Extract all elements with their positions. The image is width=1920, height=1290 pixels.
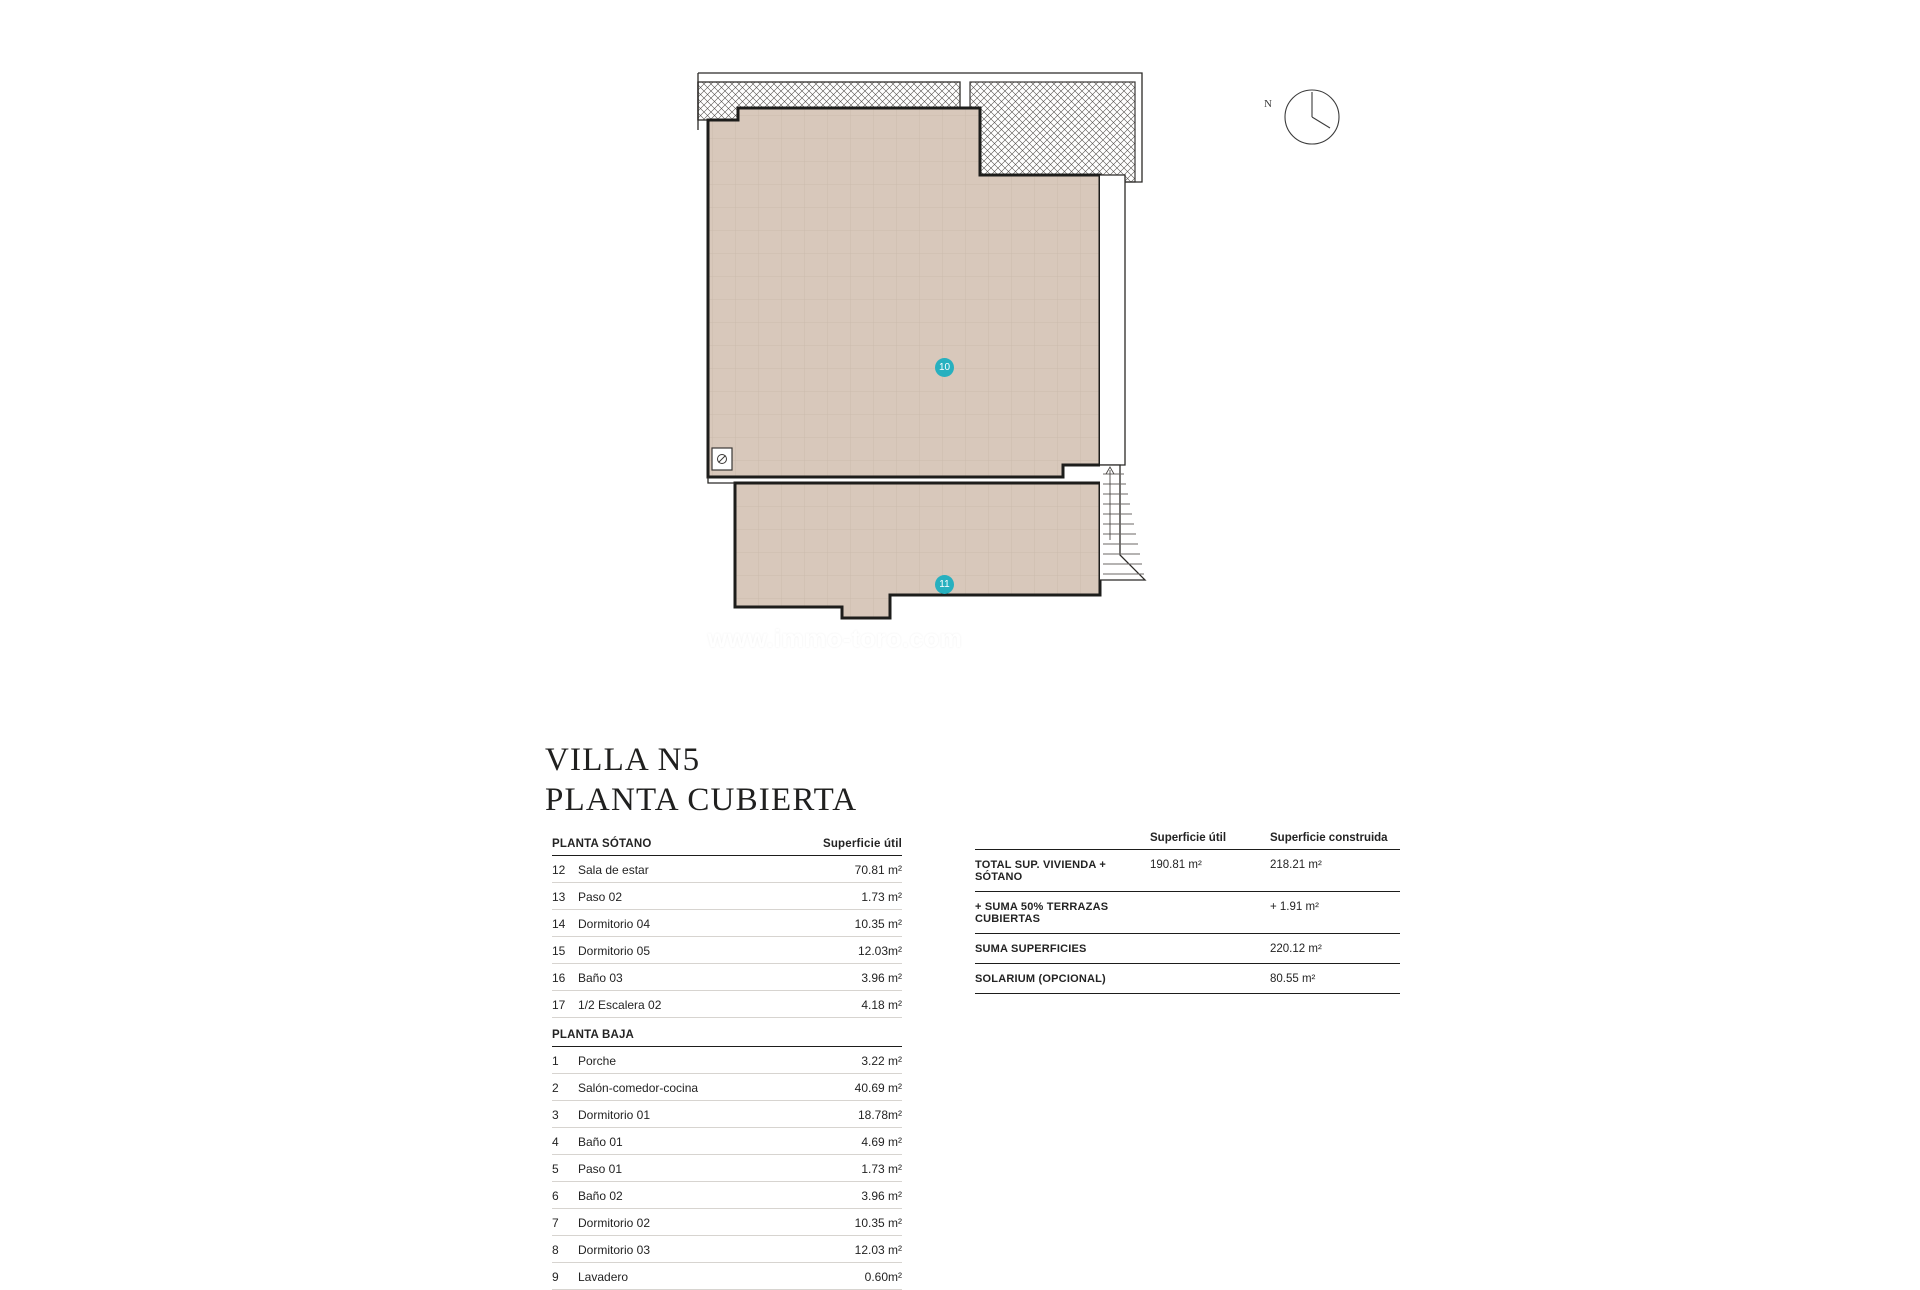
row-label: SOLARIUM (OPCIONAL) — [975, 973, 1106, 985]
row-label: Baño 02 — [578, 1188, 623, 1203]
table-row — [552, 991, 902, 1018]
row-number: 12 — [552, 862, 566, 877]
row-label: Porche — [578, 1053, 617, 1068]
row-value: 3.22 m² — [861, 1053, 902, 1068]
compass-icon — [1283, 88, 1341, 146]
section-header-sotano — [552, 838, 902, 856]
row-label: Sala de estar — [578, 862, 649, 877]
row-value: 18.78m² — [857, 1107, 902, 1122]
row-value-util: 190.81 m² — [1150, 859, 1202, 871]
section-title-sotano: PLANTA SÓTANO — [552, 838, 652, 850]
floor-plan-svg — [690, 70, 1310, 770]
compass-north-label: N — [1264, 98, 1272, 110]
page-subtitle: PLANTA CUBIERTA — [545, 782, 858, 818]
drain-box-icon — [712, 448, 732, 470]
areas-table-right — [975, 832, 1400, 994]
row-number: 14 — [552, 916, 566, 931]
row-value: 12.03m² — [857, 943, 902, 958]
row-number: 4 — [552, 1134, 559, 1149]
page-title: VILLA N5 — [545, 742, 701, 778]
row-value-construida: + 1.91 m² — [1270, 901, 1319, 913]
column-header-superficie-util: Superficie útil — [1150, 832, 1227, 844]
row-number: 2 — [552, 1080, 559, 1095]
row-label: Paso 02 — [578, 889, 623, 904]
watermark: www.immo-toro.com — [707, 625, 963, 653]
row-number: 15 — [552, 943, 566, 958]
row-value: 12.03 m² — [854, 1242, 902, 1257]
table-row — [975, 850, 1400, 892]
table-row — [975, 964, 1400, 994]
table-row — [552, 1209, 902, 1236]
right-table-header — [975, 832, 1400, 850]
table-row — [552, 1236, 902, 1263]
title-block — [545, 740, 857, 820]
row-label: Salón-comedor-cocina — [578, 1080, 699, 1095]
row-value: 3.96 m² — [861, 970, 902, 985]
roof-slab-lower — [735, 483, 1100, 618]
row-label: Dormitorio 01 — [578, 1107, 651, 1122]
row-label: Baño 03 — [578, 970, 623, 985]
table-row — [552, 883, 902, 910]
row-value: 70.81 m² — [854, 862, 902, 877]
row-number: 3 — [552, 1107, 559, 1122]
row-value-construida: 80.55 m² — [1270, 973, 1316, 985]
row-label: Baño 01 — [578, 1134, 623, 1149]
section-header-planta-baja: PLANTA BAJA — [552, 1022, 902, 1047]
row-value: 1.73 m² — [861, 1161, 902, 1176]
row-label: Paso 01 — [578, 1161, 623, 1176]
row-value-construida: 220.12 m² — [1270, 943, 1322, 955]
row-label: TOTAL SUP. VIVIENDA + SÓTANO — [975, 859, 1107, 883]
row-value: 40.69 m² — [854, 1080, 902, 1095]
right-wall — [1100, 175, 1125, 465]
row-number: 1 — [552, 1053, 559, 1068]
row-value: 0.60m² — [864, 1269, 902, 1284]
row-label: Lavadero — [578, 1269, 629, 1284]
table-row — [552, 1101, 902, 1128]
row-value: 4.18 m² — [861, 997, 902, 1012]
row-label: SUMA SUPERFICIES — [975, 943, 1087, 955]
row-number: 17 — [552, 997, 566, 1012]
row-number: 8 — [552, 1242, 559, 1257]
table-row — [975, 892, 1400, 934]
row-label: + SUMA 50% TERRAZAS CUBIERTAS — [975, 901, 1109, 925]
row-label: Dormitorio 05 — [578, 943, 651, 958]
row-label: Dormitorio 04 — [578, 916, 651, 931]
table-row — [552, 1047, 902, 1074]
table-row — [552, 937, 902, 964]
table-row — [552, 1128, 902, 1155]
row-label: 1/2 Escalera 02 — [578, 997, 662, 1012]
row-number: 7 — [552, 1215, 559, 1230]
table-row — [552, 1155, 902, 1182]
table-row — [975, 934, 1400, 964]
areas-table-left — [552, 838, 902, 1290]
row-value-construida: 218.21 m² — [1270, 859, 1322, 871]
row-value: 4.69 m² — [861, 1134, 902, 1149]
row-label: Dormitorio 02 — [578, 1215, 651, 1230]
row-number: 16 — [552, 970, 566, 985]
row-value: 1.73 m² — [861, 889, 902, 904]
row-number: 6 — [552, 1188, 559, 1203]
table-row — [552, 1074, 902, 1101]
table-row — [552, 1182, 902, 1209]
column-header-superficie-construida: Superficie construida — [1270, 832, 1388, 844]
row-label: Dormitorio 03 — [578, 1242, 651, 1257]
row-value: 10.35 m² — [854, 916, 902, 931]
row-value: 10.35 m² — [854, 1215, 902, 1230]
row-number: 13 — [552, 889, 566, 904]
floor-plan — [690, 70, 1310, 770]
table-row — [552, 910, 902, 937]
row-number: 9 — [552, 1269, 559, 1284]
right-stair-wall — [1100, 465, 1145, 580]
pergola-right — [970, 82, 1135, 182]
room-marker-11: 11 — [935, 575, 954, 594]
table-row — [552, 964, 902, 991]
room-marker-10: 10 — [935, 358, 954, 377]
row-value: 3.96 m² — [861, 1188, 902, 1203]
table-row — [552, 1263, 902, 1290]
table-row — [552, 856, 902, 883]
column-header-superficie-util: Superficie útil — [822, 838, 902, 850]
row-number: 5 — [552, 1161, 559, 1176]
